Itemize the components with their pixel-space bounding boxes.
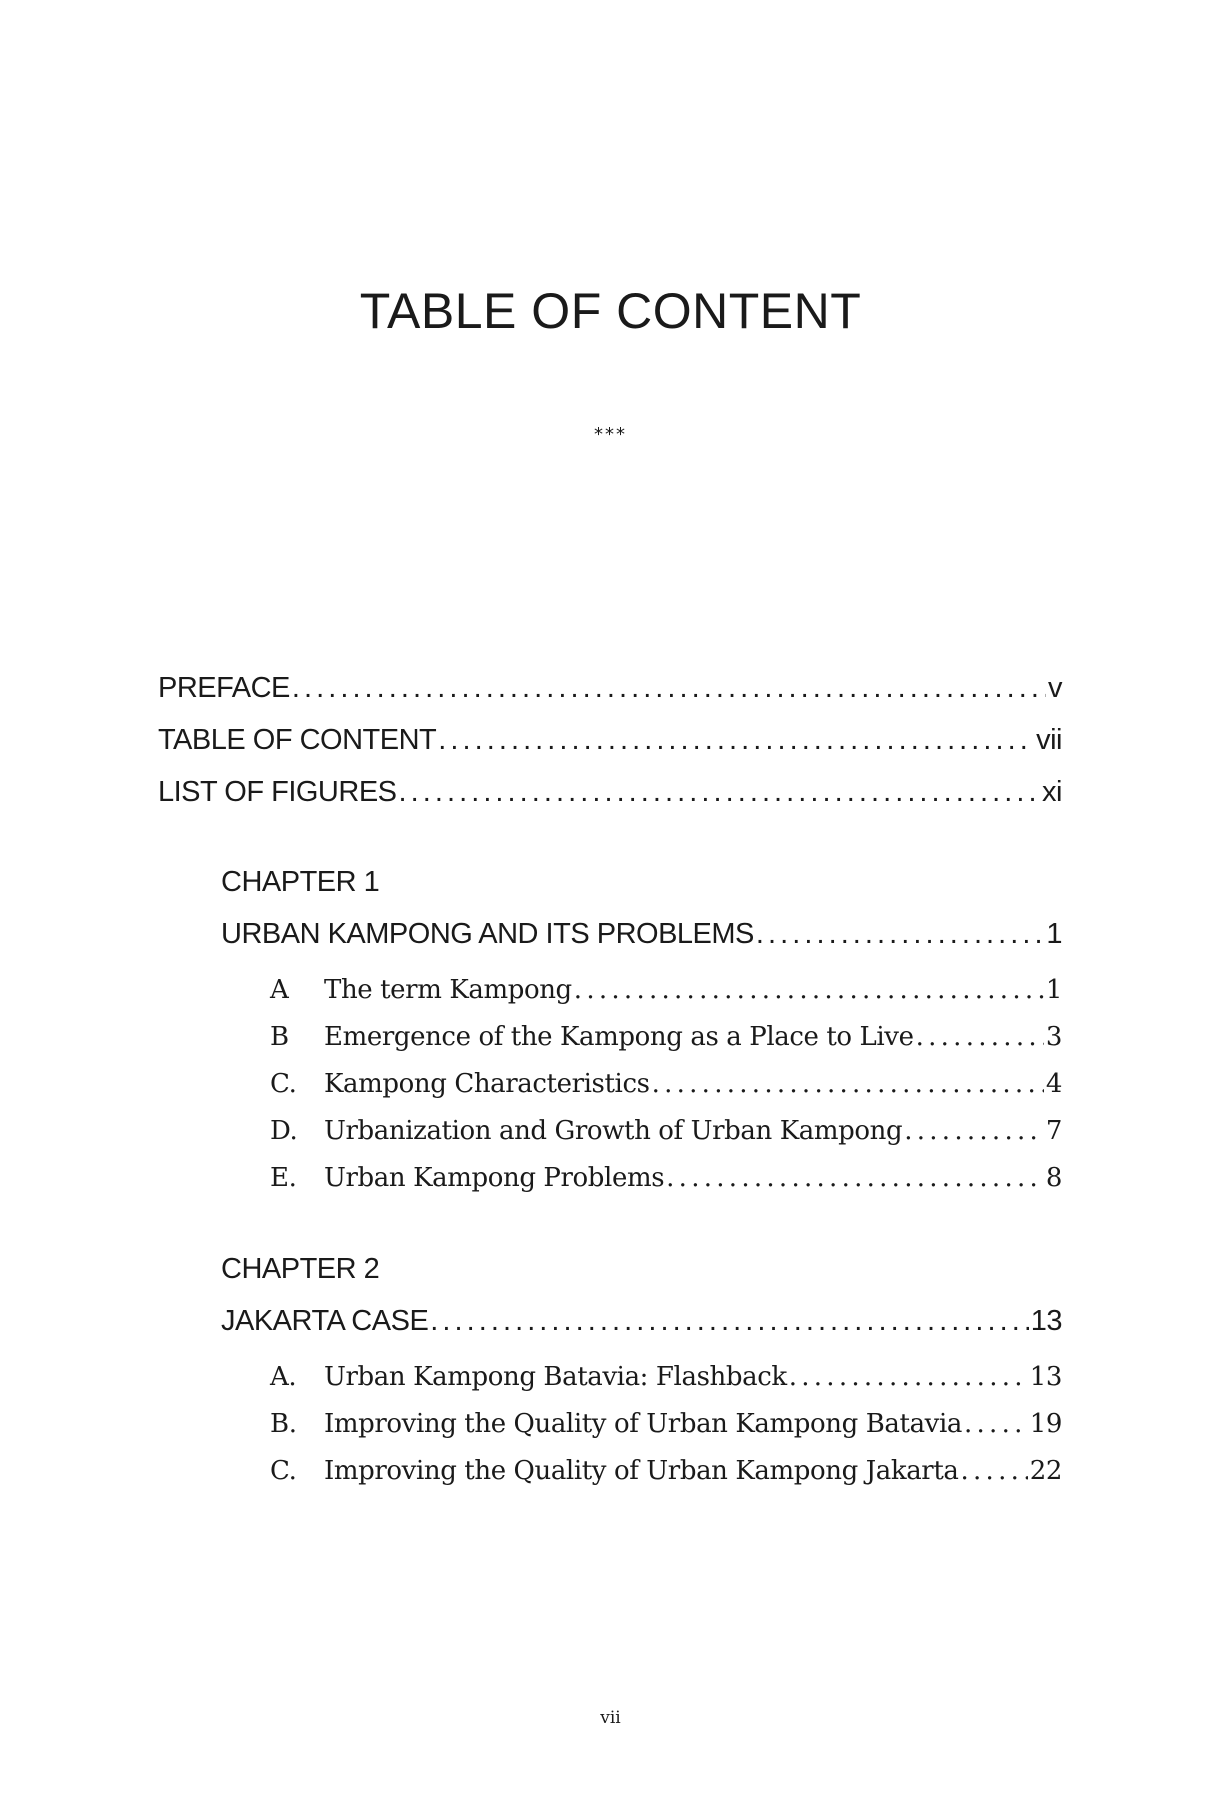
page-title: TABLE OF CONTENT	[359, 283, 862, 339]
toc-subentry[interactable]	[270, 975, 1062, 1005]
subentry-label: The term Kampong	[324, 975, 572, 1005]
page-number-footer: vii	[600, 1708, 621, 1728]
dot-leader	[960, 1456, 1027, 1486]
toc-entry-page: 13	[1030, 1305, 1062, 1337]
toc-subentry[interactable]	[270, 1456, 1062, 1486]
toc-entry-table-of-content[interactable]	[158, 724, 1062, 757]
toc-subentry[interactable]	[270, 1163, 1062, 1193]
subentry-page: 3	[1045, 1022, 1062, 1052]
subentry-label: Improving the Quality of Urban Kampong Jakarta	[324, 1456, 959, 1486]
toc-entry-page: 1	[1046, 918, 1062, 950]
dot-leader	[574, 975, 1044, 1005]
subentry-letter: D.	[270, 1116, 298, 1146]
subentry-page: 1	[1045, 975, 1062, 1005]
toc-entry-chapter-1[interactable]	[221, 918, 1062, 951]
toc-subentry[interactable]	[270, 1409, 1062, 1439]
dot-leader	[399, 776, 1041, 809]
dot-leader	[438, 724, 1034, 757]
toc-subentry[interactable]	[270, 1116, 1062, 1146]
subentry-letter: B	[270, 1022, 289, 1052]
dot-leader	[789, 1362, 1028, 1392]
toc-entry-label: LIST OF FIGURES	[158, 776, 397, 808]
subentry-letter: C.	[270, 1456, 297, 1486]
subentry-label: Emergence of the Kampong as a Place to Live	[324, 1022, 914, 1052]
subentry-page: 19	[1029, 1409, 1062, 1439]
chapter-title: URBAN KAMPONG AND ITS PROBLEMS	[221, 918, 754, 950]
dot-leader	[652, 1069, 1044, 1099]
toc-subentry[interactable]	[270, 1022, 1062, 1052]
toc-subentry[interactable]	[270, 1362, 1062, 1392]
toc-entry-label: PREFACE	[158, 672, 290, 704]
subentry-page: 7	[1045, 1116, 1062, 1146]
subentry-label: Urban Kampong Problems	[324, 1163, 665, 1193]
toc-entry-chapter-2[interactable]	[221, 1305, 1062, 1338]
subentry-page: 22	[1029, 1456, 1062, 1486]
dot-leader	[756, 918, 1044, 951]
subentry-page: 13	[1029, 1362, 1062, 1392]
toc-entry-list-of-figures[interactable]	[158, 776, 1062, 809]
toc-entry-page: xi	[1042, 776, 1062, 808]
chapter-1-label: CHAPTER 1	[221, 866, 380, 898]
dot-leader	[292, 672, 1046, 705]
dot-leader	[666, 1163, 1044, 1193]
subentry-label: Improving the Quality of Urban Kampong Batavia	[324, 1409, 962, 1439]
toc-entry-label: TABLE OF CONTENT	[158, 724, 437, 756]
subentry-letter: A.	[270, 1362, 297, 1392]
toc-subentry[interactable]	[270, 1069, 1062, 1099]
subentry-letter: E.	[270, 1163, 297, 1193]
dot-leader	[430, 1305, 1028, 1338]
dot-leader	[916, 1022, 1044, 1052]
dot-leader	[964, 1409, 1028, 1439]
toc-entry-page: vii	[1036, 724, 1062, 756]
subentry-page: 4	[1045, 1069, 1062, 1099]
toc-entry-preface[interactable]	[158, 672, 1062, 705]
subentry-label: Kampong Characteristics	[324, 1069, 650, 1099]
subentry-page: 8	[1045, 1163, 1062, 1193]
subentry-letter: C.	[270, 1069, 297, 1099]
chapter-title: JAKARTA CASE	[221, 1305, 429, 1337]
toc-entry-page: v	[1048, 672, 1062, 704]
subentry-label: Urbanization and Growth of Urban Kampong	[324, 1116, 903, 1146]
chapter-2-label: CHAPTER 2	[221, 1253, 380, 1285]
subentry-letter: B.	[270, 1409, 297, 1439]
subentry-label: Urban Kampong Batavia: Flashback	[324, 1362, 787, 1392]
ornament-divider: ***	[594, 424, 627, 445]
subentry-letter: A	[270, 975, 289, 1005]
dot-leader	[904, 1116, 1044, 1146]
